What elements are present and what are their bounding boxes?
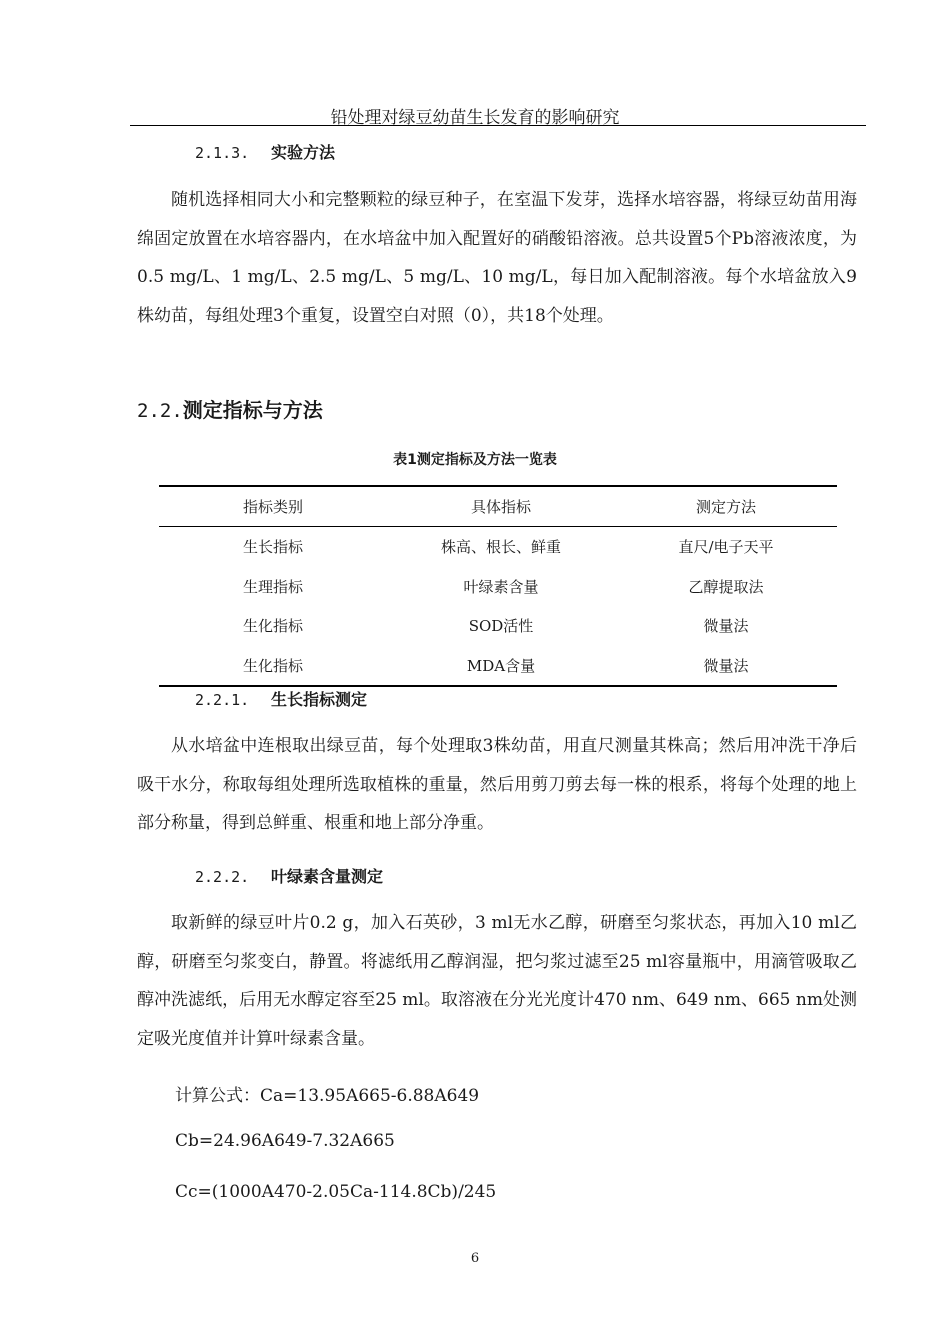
table-cell: MDA含量: [466, 656, 536, 675]
table-cell: 微量法: [703, 656, 749, 675]
heading-2-2-1: [195, 687, 367, 710]
formula-cc: Cc=(1000A470-2.05Ca-114.8Cb)/245: [175, 1182, 497, 1202]
indicator-table: [159, 485, 837, 687]
heading-number: 2.2.2.: [195, 868, 250, 886]
heading-2-1-3: [195, 140, 335, 163]
formula-ca: 计算公式：Ca=13.95A665-6.88A649: [175, 1086, 480, 1106]
table-row: [159, 646, 837, 687]
table-row: [159, 567, 837, 607]
table-cell: 生理指标: [242, 577, 303, 596]
table-cell: 直尺/电子天平: [678, 538, 774, 557]
table-cell: 微量法: [703, 617, 749, 636]
table-cell: 叶绿素含量: [463, 577, 539, 596]
paragraph-experiment-method: 随机选择相同大小和完整颗粒的绿豆种子，在室温下发芽，选择水培容器，将绿豆幼苗用海绵固定放置在水培容器内，在水培盆中加入配置好的硝酸铅溶液。总共设置5个Pb溶液浓度，为0.5 mg/L、1 mg/L、2.5 mg/L、5 mg/L、10 mg/L，每日加入配制溶液。每个水培盆放入9株幼苗，每组处理3个重复，设置空白对照（0），共18个处理。: [137, 190, 857, 326]
table-header-row: [159, 486, 837, 527]
heading-number: 2.1.3.: [195, 144, 250, 162]
heading-title: 测定指标与方法: [182, 398, 323, 422]
column-header: 指标类别: [159, 486, 387, 527]
heading-2-2-2: [195, 864, 383, 887]
table-row: [159, 527, 837, 567]
table-row: [159, 606, 837, 646]
table-cell: 株高、根长、鲜重: [440, 538, 561, 557]
heading-title: 实验方法: [271, 143, 336, 162]
table-cell: 生化指标: [242, 656, 303, 675]
page-number: 6: [470, 1251, 480, 1266]
table-cell: 生长指标: [242, 538, 303, 557]
heading-title: 生长指标测定: [271, 690, 368, 709]
header-rule: [130, 125, 866, 126]
heading-title: 叶绿素含量测定: [271, 867, 384, 886]
table-cell: 生化指标: [242, 617, 303, 636]
heading-2-2: [137, 394, 323, 423]
running-header: 铅处理对绿豆幼苗生长发育的影响研究: [330, 108, 620, 128]
column-header: 测定方法: [615, 486, 837, 527]
table-caption: 表1测定指标及方法一览表: [393, 452, 557, 468]
column-header: 具体指标: [387, 486, 615, 527]
heading-number: 2.2.: [137, 400, 183, 422]
paragraph-growth-measurement: 从水培盆中连根取出绿豆苗，每个处理取3株幼苗，用直尺测量其株高；然后用冲洗干净后吸干水分，称取每组处理所选取植株的重量，然后用剪刀剪去每一株的根系，将每个处理的地上部分称量，得到总鲜重、根重和地上部分净重。: [137, 736, 857, 833]
heading-number: 2.2.1.: [195, 691, 250, 709]
table-cell: 乙醇提取法: [688, 577, 764, 596]
paragraph-chlorophyll-measurement: 取新鲜的绿豆叶片0.2 g，加入石英砂，3 ml无水乙醇，研磨至匀浆状态，再加入10 ml乙醇，研磨至匀浆变白，静置。将滤纸用乙醇润湿，把匀浆过滤至25 ml容量瓶中，用滴管吸取乙醇冲洗滤纸，后用无水醇定容至25 ml。取溶液在分光光度计470 nm、649 nm、665 nm处测定吸光度值并计算叶绿素含量。: [137, 913, 857, 1049]
table-cell: SOD活性: [468, 617, 534, 636]
formula-cb: Cb=24.96A649-7.32A665: [175, 1131, 395, 1151]
